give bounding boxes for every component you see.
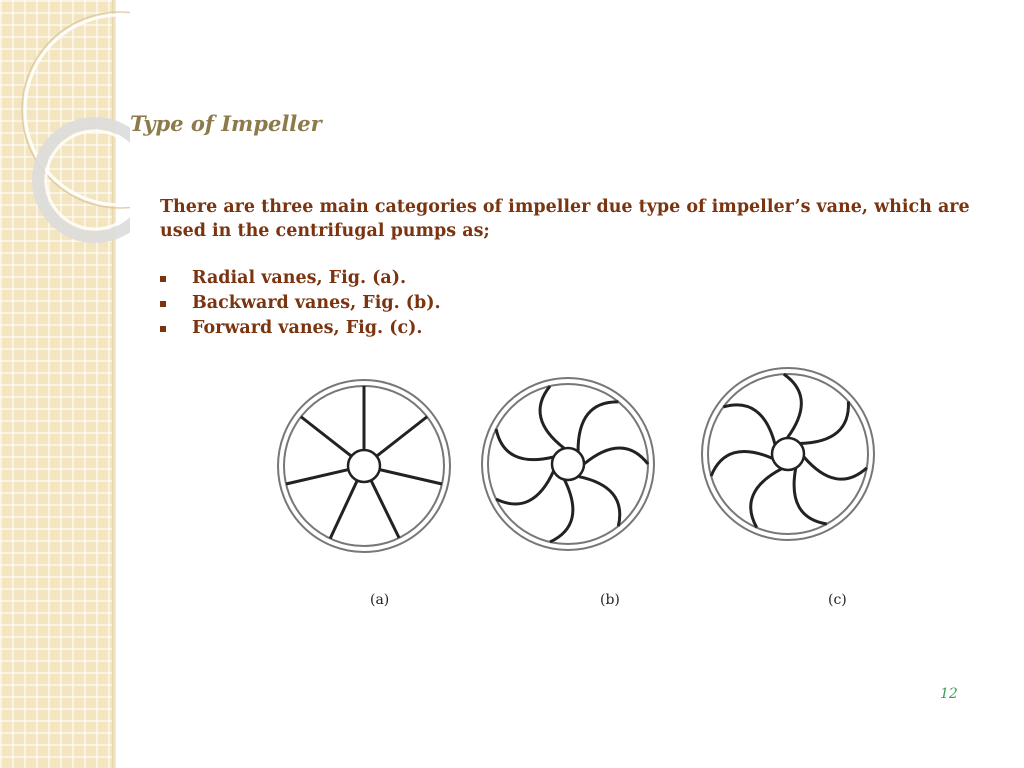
bullet-text: Forward vanes, Fig. (c). [192, 318, 423, 338]
square-bullet-icon [160, 326, 166, 332]
impeller-backward [482, 378, 654, 550]
bullet-text: Radial vanes, Fig. (a). [192, 268, 407, 288]
square-bullet-icon [160, 276, 166, 282]
bullet-item-backward [160, 291, 441, 316]
square-bullet-icon [160, 301, 166, 307]
decorative-ring-small-inner [46, 131, 130, 229]
bullet-text: Backward vanes, Fig. (b). [192, 293, 441, 313]
intro-paragraph: There are three main categories of impeller due type of impeller’s vane, which are used in the centrifugal pumps as; [160, 197, 970, 241]
figure-label-a: (a) [370, 592, 390, 608]
impeller-diagrams [262, 360, 902, 560]
impeller-radial [278, 380, 450, 552]
impeller-figure [262, 360, 902, 622]
slide-title: Type of Impeller [130, 111, 322, 136]
figure-label-b: (b) [600, 592, 620, 608]
bullet-item-radial [160, 266, 441, 291]
impeller-forward [702, 368, 874, 540]
figure-label-c: (c) [828, 592, 847, 608]
bullet-item-forward [160, 316, 441, 341]
page-number: 12 [940, 686, 958, 702]
decorative-rings [0, 0, 130, 260]
bullet-list [160, 266, 441, 341]
